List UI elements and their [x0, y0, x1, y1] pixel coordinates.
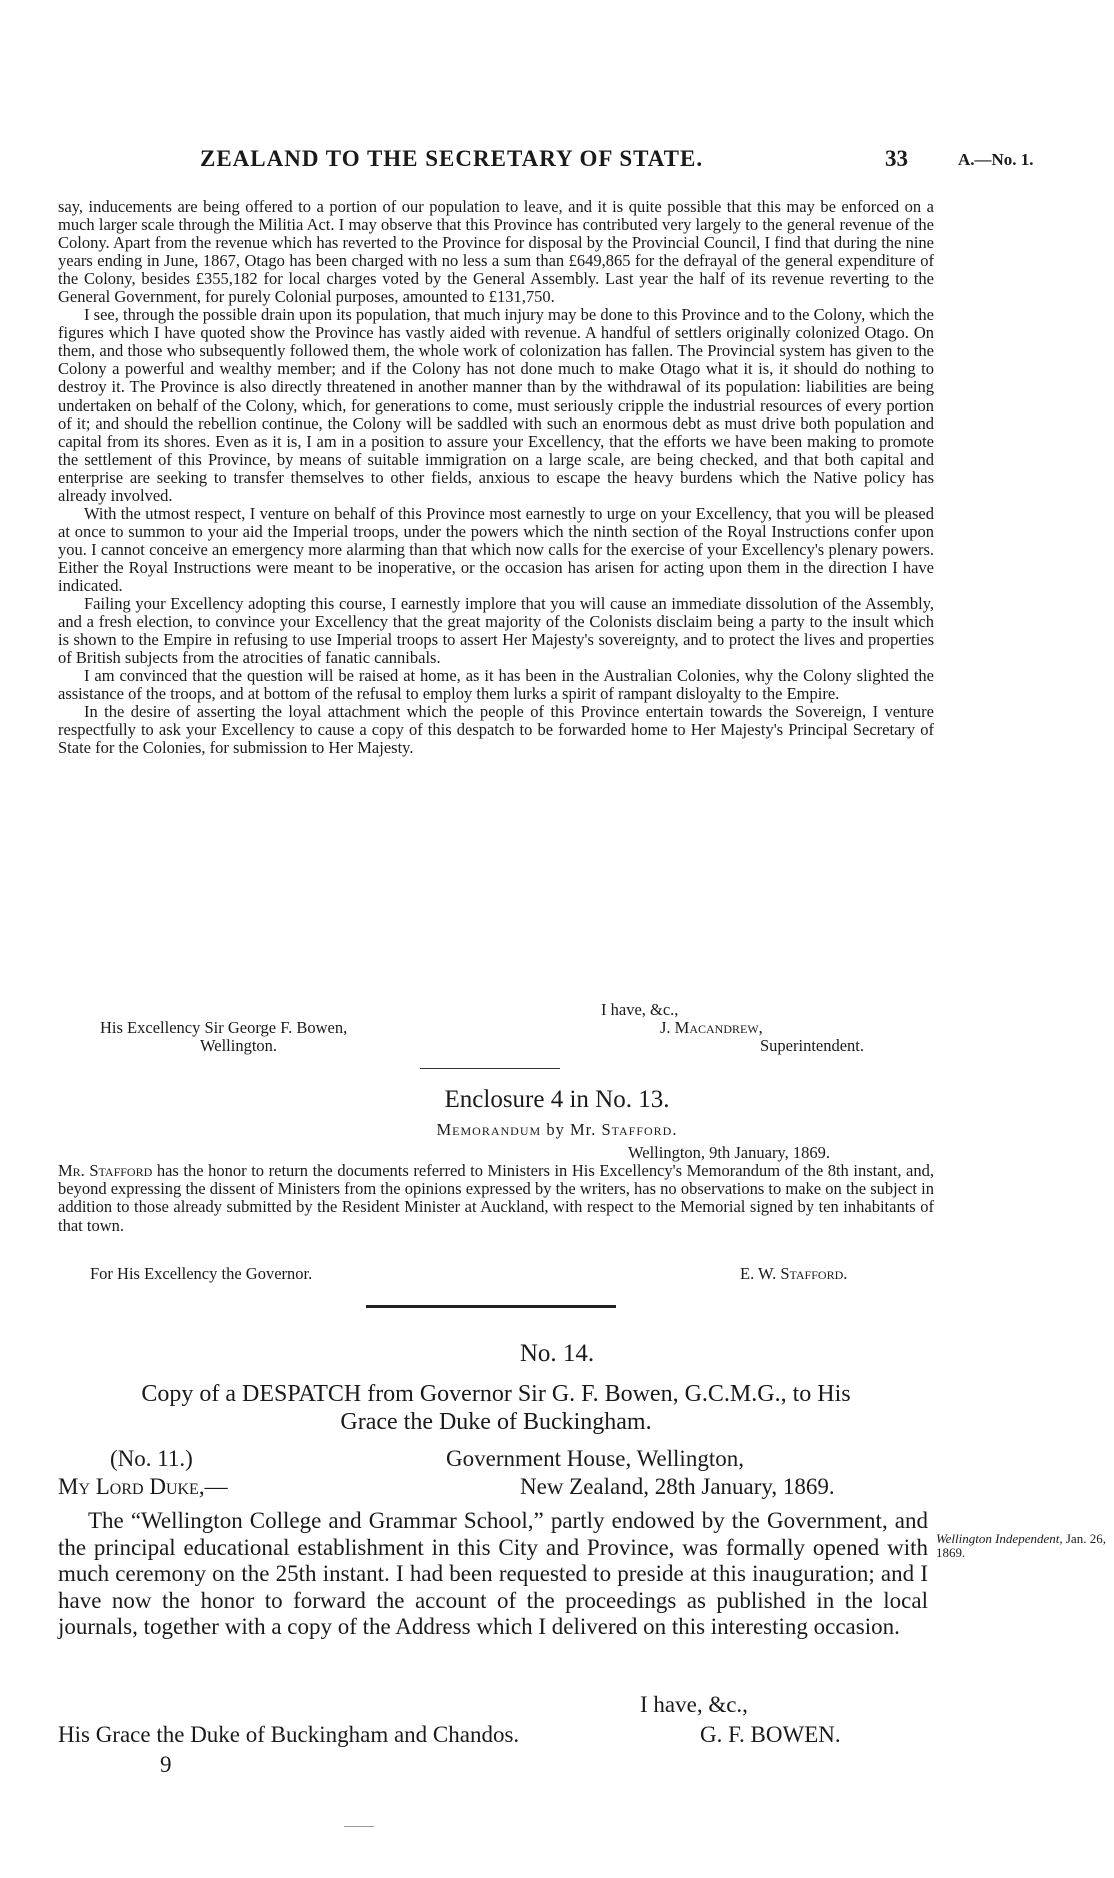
letter-paragraph: I am convinced that the question will be raised at home, as it has been in the Australian Colonies, why the Colony slighted the assistance of the troops, and at bottom of the refusal to employ them lurks a spirit of rampant disloyalty to the Empire.: [58, 666, 934, 704]
margin-note-date: Jan. 26, 1869.: [936, 1531, 1106, 1560]
despatch-title-line: Copy of a DESPATCH from Governor Sir G. F. Bowen, G.C.M.G., to His: [141, 1381, 851, 1407]
despatch-salutation: My Lord Duke,—: [58, 1474, 228, 1499]
footer-mark: [344, 1826, 374, 1827]
section-divider: [420, 1068, 560, 1069]
letter-signer-title: Superintendent.: [760, 1036, 865, 1055]
margin-note-source: Wellington Independent,: [936, 1531, 1063, 1546]
section-divider-thick: [366, 1305, 616, 1308]
despatch-addressee: His Grace the Duke of Buckingham and Chandos.: [58, 1722, 520, 1747]
memorandum-label: Memorandum: [436, 1120, 542, 1139]
memorandum-text: has the honor to return the documents referred to Ministers in His Excellency's Memorandum of the 8th instant, and, beyond expressing the dissent of Ministers from the opinions expressed by the writers, has no observations to make on the subject in addition to those already submitted by the Resident Minister at Auckland, with respect to the Memorial signed by ten inhabitants of that town.: [58, 1161, 935, 1235]
letter-paragraph: say, inducements are being offered to a portion of our population to leave, and it is quite possible that this may be enforced on a much larger scale through the Militia Act. I may observe that this Province has contributed very largely to the general revenue of the Colony. Apart from the revenue which has reverted to the Province for disposal by the Provincial Council, I find that during the nine years ending in June, 1867, Otago has been charged with no less a sum than £649,865 for the defrayal of the general expenditure of the Colony, besides £355,182 for local charges voted by the General Assembly. Last year the half of its revenue reverting to the General Government, for purely Colonial purposes, amounted to £131,750.: [58, 197, 934, 307]
memorandum-lead: Mr. Stafford: [58, 1161, 153, 1180]
letter-body: [58, 198, 934, 757]
despatch-place: Government House, Wellington,: [446, 1446, 744, 1471]
despatch-number-heading: No. 14.: [519, 1340, 595, 1367]
letter-addressee: His Excellency Sir George F. Bowen,: [100, 1018, 348, 1037]
letter-signer: J. Macandrew,: [660, 1018, 763, 1037]
memorandum-body: [58, 1162, 934, 1235]
despatch-closing: I have, &c.,: [640, 1692, 748, 1717]
despatch-title: [58, 1380, 934, 1436]
memorandum-by: by Mr.: [546, 1120, 597, 1139]
memorandum-signer: E. W. Stafford.: [740, 1264, 848, 1283]
memorandum-subtitle: [0, 1120, 1114, 1140]
despatch-date: New Zealand, 28th January, 1869.: [520, 1474, 835, 1499]
letter-closing: I have, &c.,: [601, 1000, 679, 1019]
enclosure-title: Enclosure 4 in No. 13.: [444, 1086, 670, 1113]
margin-note: [936, 1532, 1108, 1560]
despatch-signer: G. F. BOWEN.: [700, 1722, 841, 1747]
memorandum-for: For His Excellency the Governor.: [90, 1264, 313, 1283]
series-label: A.—No. 1.: [958, 150, 1034, 169]
letter-paragraph: With the utmost respect, I venture on behalf of this Province most earnestly to urge on your Excellency, that you will be pleased at once to summon to your aid the Imperial troops, under the powers which the ninth section of the Royal Instructions confer upon you. I cannot conceive an emergency more alarming than that which now calls for the exercise of your Excellency's plenary powers. Either the Royal Instructions were meant to be inoperative, or the occasion has arisen for acting upon them in the direction I have indicated.: [58, 503, 934, 595]
memorandum-author: Stafford.: [601, 1120, 678, 1139]
page-number: 33: [885, 146, 908, 171]
letter-paragraph: Failing your Excellency adopting this course, I earnestly implore that you will cause an immediate dissolution of the Assembly, and a fresh election, to convince your Excellency that the great majority of the Colonists disclaim being a party to the insult which is shown to the Empire in refusing to use Imperial troops to assert Her Majesty's sovereignty, and to protect the lives and properties of British subjects from the atrocities of fanatic cannibals.: [58, 594, 934, 668]
despatch-body: [58, 1508, 928, 1641]
sheet-number: 9: [160, 1752, 172, 1777]
running-header-title: ZEALAND TO THE SECRETARY OF STATE.: [200, 146, 704, 171]
despatch-title-line: Grace the Duke of Buckingham.: [340, 1409, 652, 1435]
letter-addressee-place: Wellington.: [200, 1036, 278, 1055]
letter-paragraph: In the desire of asserting the loyal attachment which the people of this Province entertain towards the Sovereign, I venture respectfully to ask your Excellency to cause a copy of this despatch to be forwarded home to Her Majesty's Principal Secretary of State for the Colonies, for submission to Her Majesty.: [58, 702, 934, 758]
despatch-ref: (No. 11.): [110, 1446, 193, 1471]
memorandum-date: Wellington, 9th January, 1869.: [628, 1143, 830, 1162]
despatch-paragraph: The “Wellington College and Grammar School,” partly endowed by the Government, and the principal educational establishment in this City and Province, was formally opened with much ceremony on the 25th instant. I had been requested to preside at this inauguration; and I have now the honor to forward the account of the proceedings as published in the local journals, together with a copy of the Address which I delivered on this interesting occasion.: [58, 1508, 928, 1639]
letter-paragraph: I see, through the possible drain upon its population, that much injury may be done to this Province and to the Colony, which the figures which I have quoted show the Province has vastly aided with revenue. A handful of settlers originally colonized Otago. On them, and those who subsequently followed them, the whole work of colonization has fallen. The Provincial system has given to the Colony a powerful and wealthy member; and if the Colony has not done much to make Otago what it is, it should do nothing to destroy it. The Province is also directly threatened in another manner than by the withdrawal of its population: liabilities are being undertaken on behalf of the Colony, which, for generations to come, must seriously cripple the industrial resources of every portion of it; and should the rebellion continue, the Colony will be saddled with such an enormous debt as must drive both population and capital from its shores. Even as it is, I am in a position to assure your Excellency, that the efforts we have been making to promote the settlement of this Province, by means of suitable immigration on a large scale, are being checked, and that both capital and enterprise are seeking to transfer themselves to other fields, anxious to escape the heavy burdens which the Native policy has already involved.: [58, 305, 934, 505]
